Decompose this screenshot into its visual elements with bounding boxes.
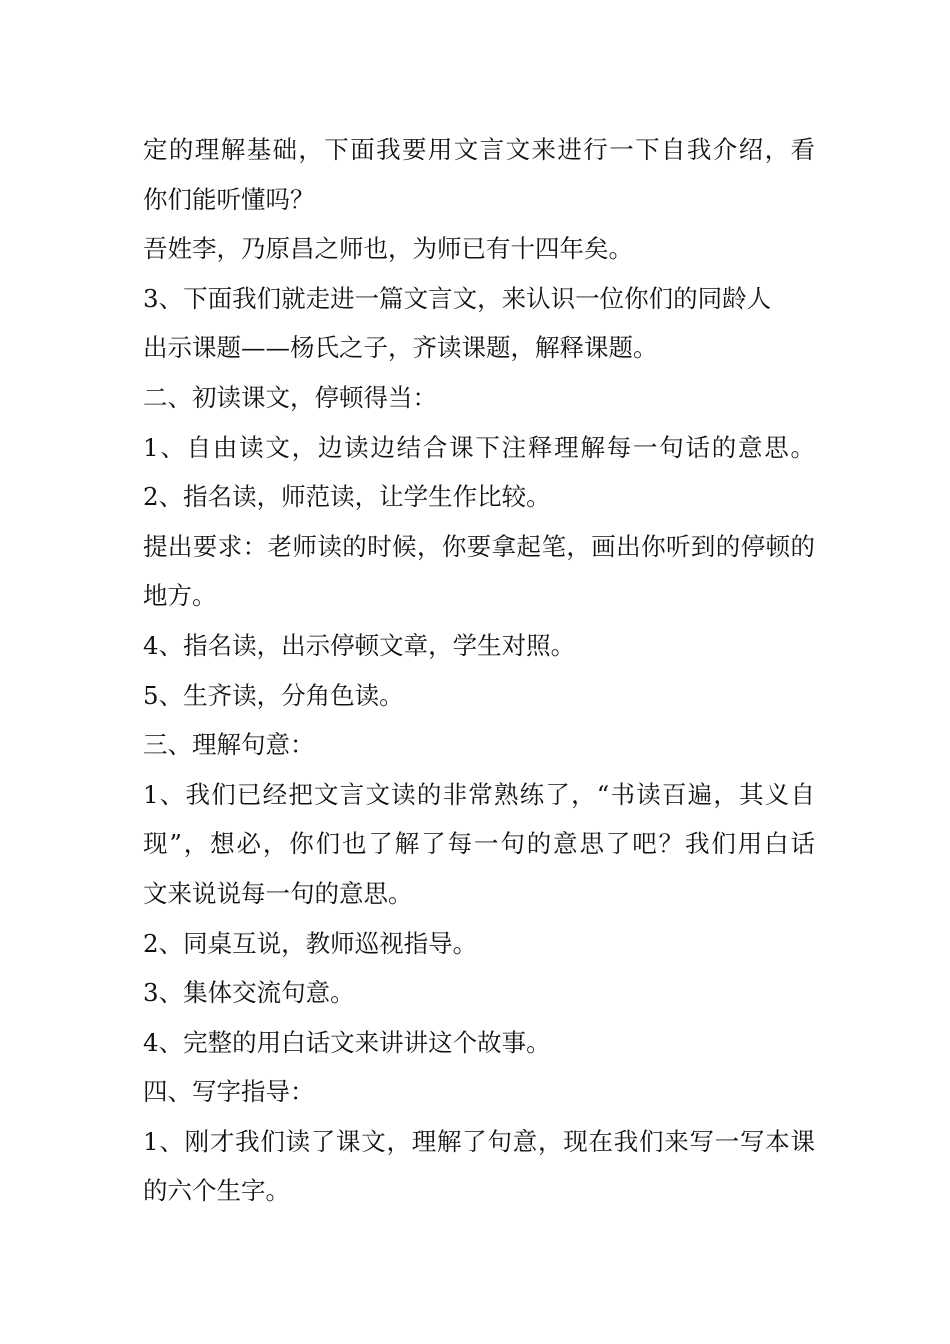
section-heading: 二、初读课文，停顿得当： xyxy=(143,382,437,412)
section-heading: 三、理解句意： xyxy=(143,730,315,760)
text-line: 1、自由读文，边读边结合课下注释理解每一句话的意思。 xyxy=(143,432,815,462)
text-line: 吾姓李，乃原昌之师也，为师已有十四年矣。 xyxy=(143,234,633,264)
text-line: 4、指名读，出示停顿文章，学生对照。 xyxy=(143,630,576,660)
text-line: 1、我们已经把文言文读的非常熟练了，“书读百遍，其义自 xyxy=(143,779,815,809)
text-line: 你们能听懂吗？ xyxy=(143,184,315,214)
text-line: 现”，想必，你们也了解了每一句的意思了吧？我们用白话 xyxy=(143,829,815,859)
text-line: 2、同桌互说，教师巡视指导。 xyxy=(143,928,478,958)
text-line: 文来说说每一句的意思。 xyxy=(143,878,413,908)
text-line: 3、下面我们就走进一篇文言文，来认识一位你们的同龄人 xyxy=(143,283,772,313)
text-line: 5、生齐读，分角色读。 xyxy=(143,680,404,710)
text-line: 出示课题——杨氏之子，齐读课题，解释课题。 xyxy=(143,333,658,363)
text-line: 的六个生字。 xyxy=(143,1176,290,1206)
text-line: 3、集体交流句意。 xyxy=(143,978,355,1008)
text-line: 2、指名读，师范读，让学生作比较。 xyxy=(143,482,551,512)
text-line: 4、完整的用白话文来讲讲这个故事。 xyxy=(143,1027,551,1057)
text-line: 定的理解基础，下面我要用文言文来进行一下自我介绍，看 xyxy=(143,135,815,164)
section-heading: 四、写字指导： xyxy=(143,1077,315,1107)
document-body xyxy=(143,125,815,1216)
text-line: 提出要求：老师读的时候，你要拿起笔，画出你听到的停顿的 xyxy=(143,531,815,561)
text-line: 地方。 xyxy=(143,581,217,611)
text-line: 1、刚才我们读了课文，理解了句意，现在我们来写一写本课 xyxy=(143,1126,815,1156)
